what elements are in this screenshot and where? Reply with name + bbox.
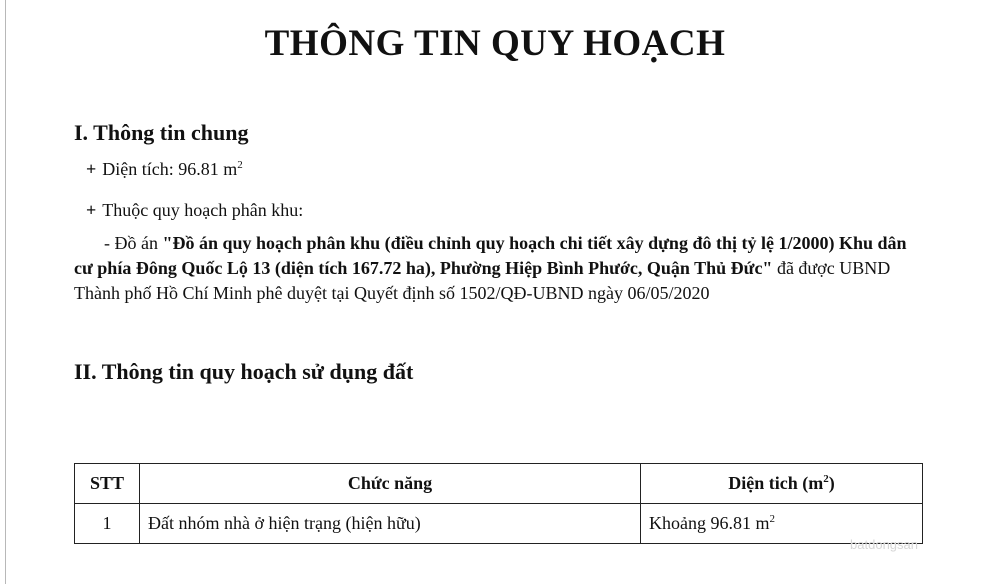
- page-left-border: [5, 0, 6, 584]
- area-bullet: [86, 159, 243, 180]
- table-header-row: [75, 464, 923, 504]
- cell-area-superscript: 2: [769, 513, 775, 525]
- header-area: [641, 464, 923, 504]
- plan-name: "Đồ án quy hoạch phân khu (điều chỉnh quy hoạch chi tiết xây dựng đô thị tỷ lệ 1/2000) Khu dân cư phía Đông Quốc Lộ 13 (diện tích 167.72 ha), Phường Hiệp Bình Phước, Quận Thủ Đức": [74, 233, 907, 278]
- section-heading-general: I. Thông tin chung: [74, 120, 249, 145]
- cell-function: Đất nhóm nhà ở hiện trạng (hiện hữu): [140, 504, 641, 544]
- zone-label: Thuộc quy hoạch phân khu:: [102, 200, 304, 220]
- land-use-table: [74, 463, 923, 544]
- plan-approval: đã được UBND Thành phố Hồ Chí Minh phê duyệt tại Quyết định số 1502/QĐ-UBND ngày 06/05/2020: [74, 258, 891, 303]
- cell-stt: 1: [75, 504, 140, 544]
- area-unit-superscript: 2: [237, 159, 243, 171]
- page-title: THÔNG TIN QUY HOẠCH: [264, 23, 726, 64]
- header-function: Chức năng: [140, 464, 641, 504]
- area-label: Diện tích: 96.81 m: [102, 159, 238, 179]
- plan-prefix: - Đồ án: [104, 233, 163, 253]
- cell-area-value: Khoảng 96.81 m: [649, 513, 770, 533]
- section-heading-land-use: II. Thông tin quy hoạch sử dụng đất: [74, 359, 414, 384]
- table-row: [75, 504, 923, 544]
- header-area-superscript: 2: [823, 473, 829, 485]
- plan-description: [74, 231, 924, 306]
- zone-bullet: [86, 200, 303, 221]
- watermark-logo: batdongsan: [850, 537, 918, 552]
- plus-icon: +: [86, 200, 97, 220]
- header-stt: STT: [75, 464, 140, 504]
- header-area-label: Diện tich (m: [728, 473, 824, 493]
- plus-icon: +: [86, 159, 97, 179]
- header-area-close: ): [828, 473, 835, 493]
